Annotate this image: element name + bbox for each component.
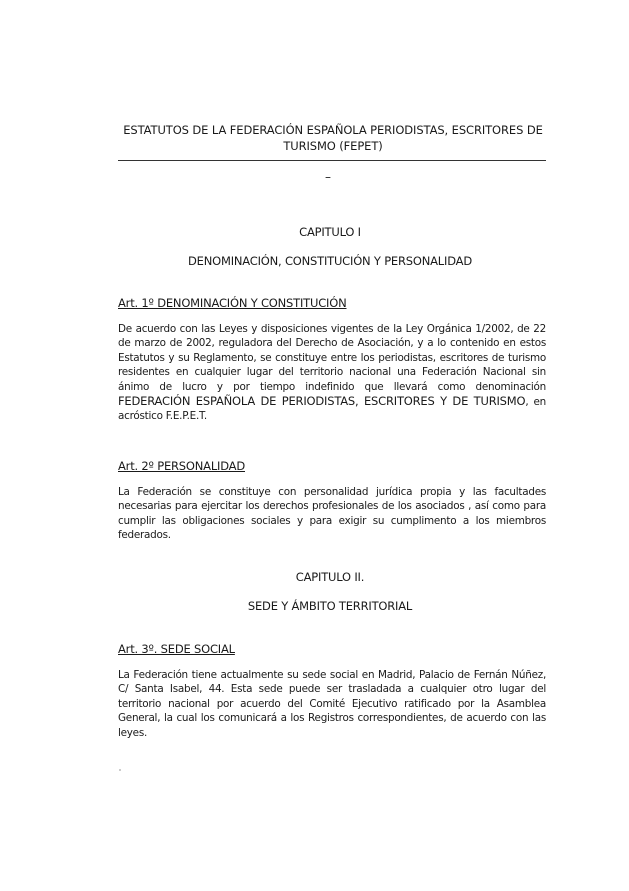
article-2-text: La Federación se constituye con personalidad jurídica propia y las facultades necesarias para ejercitar los derechos profesionales de los asociados , así como para cumplir las obligaciones sociales y para exigir su cumplimento a los miembros federados.: [118, 486, 546, 542]
chapter-2-label: CAPITULO II.: [295, 570, 365, 584]
federation-name: FEDERACIÓN ESPAÑOLA DE PERIODISTAS, ESCRITORES Y DE TURISMO: [118, 394, 526, 409]
title-rule: [118, 160, 546, 161]
title-line-1: ESTATUTOS DE LA FEDERACIÓN ESPAÑOLA PERIODISTAS, ESCRITORES DE: [123, 123, 543, 137]
title-line-2: TURISMO (FEPET): [283, 139, 383, 153]
article-3-text: La Federación tiene actualmente su sede social en Madrid, Palacio de Fernán Núñez, C/ Santa Isabel, 44. Esta sede puede ser trasladada a cualquier otro lugar del territorio nacional por acuerdo del Comité Ejecutivo ratificado por la Asamblea General, la cual los comunicará a los Registros correspondientes, de acuerdo con las leyes.: [118, 669, 546, 739]
article-1-text-before: De acuerdo con las Leyes y disposiciones vigentes de la Ley Orgánica 1/2002, de 22 de marzo de 2002, reguladora del Derecho de Asociación, y a lo contenido en estos Estatutos y su Reglamento, se constituye entre los periodistas, escritores de turismo residentes en cualquier lugar del territorio nacional una Federación Nacional sin ánimo de lucro y por tiempo indefinido que llevará como denominación: [118, 323, 546, 393]
chapter-1-subtitle: DENOMINACIÓN, CONSTITUCIÓN Y PERSONALIDAD: [188, 254, 472, 268]
article-1-heading: Art. 1º DENOMINACIÓN Y CONSTITUCIÓN: [118, 296, 347, 310]
article-1-text-after: , en acróstico F.E.P.E.T.: [118, 396, 546, 423]
scan-speck: [119, 769, 121, 771]
chapter-2-subtitle: SEDE Y ÁMBITO TERRITORIAL: [247, 599, 413, 613]
article-1-text: [118, 322, 546, 424]
title-dash: –: [325, 170, 331, 184]
chapter-1-label: CAPITULO I: [299, 225, 361, 239]
document-title: [118, 122, 548, 154]
article-2-heading: Art. 2º PERSONALIDAD: [118, 459, 245, 473]
article-3-heading: Art. 3º. SEDE SOCIAL: [118, 642, 235, 656]
